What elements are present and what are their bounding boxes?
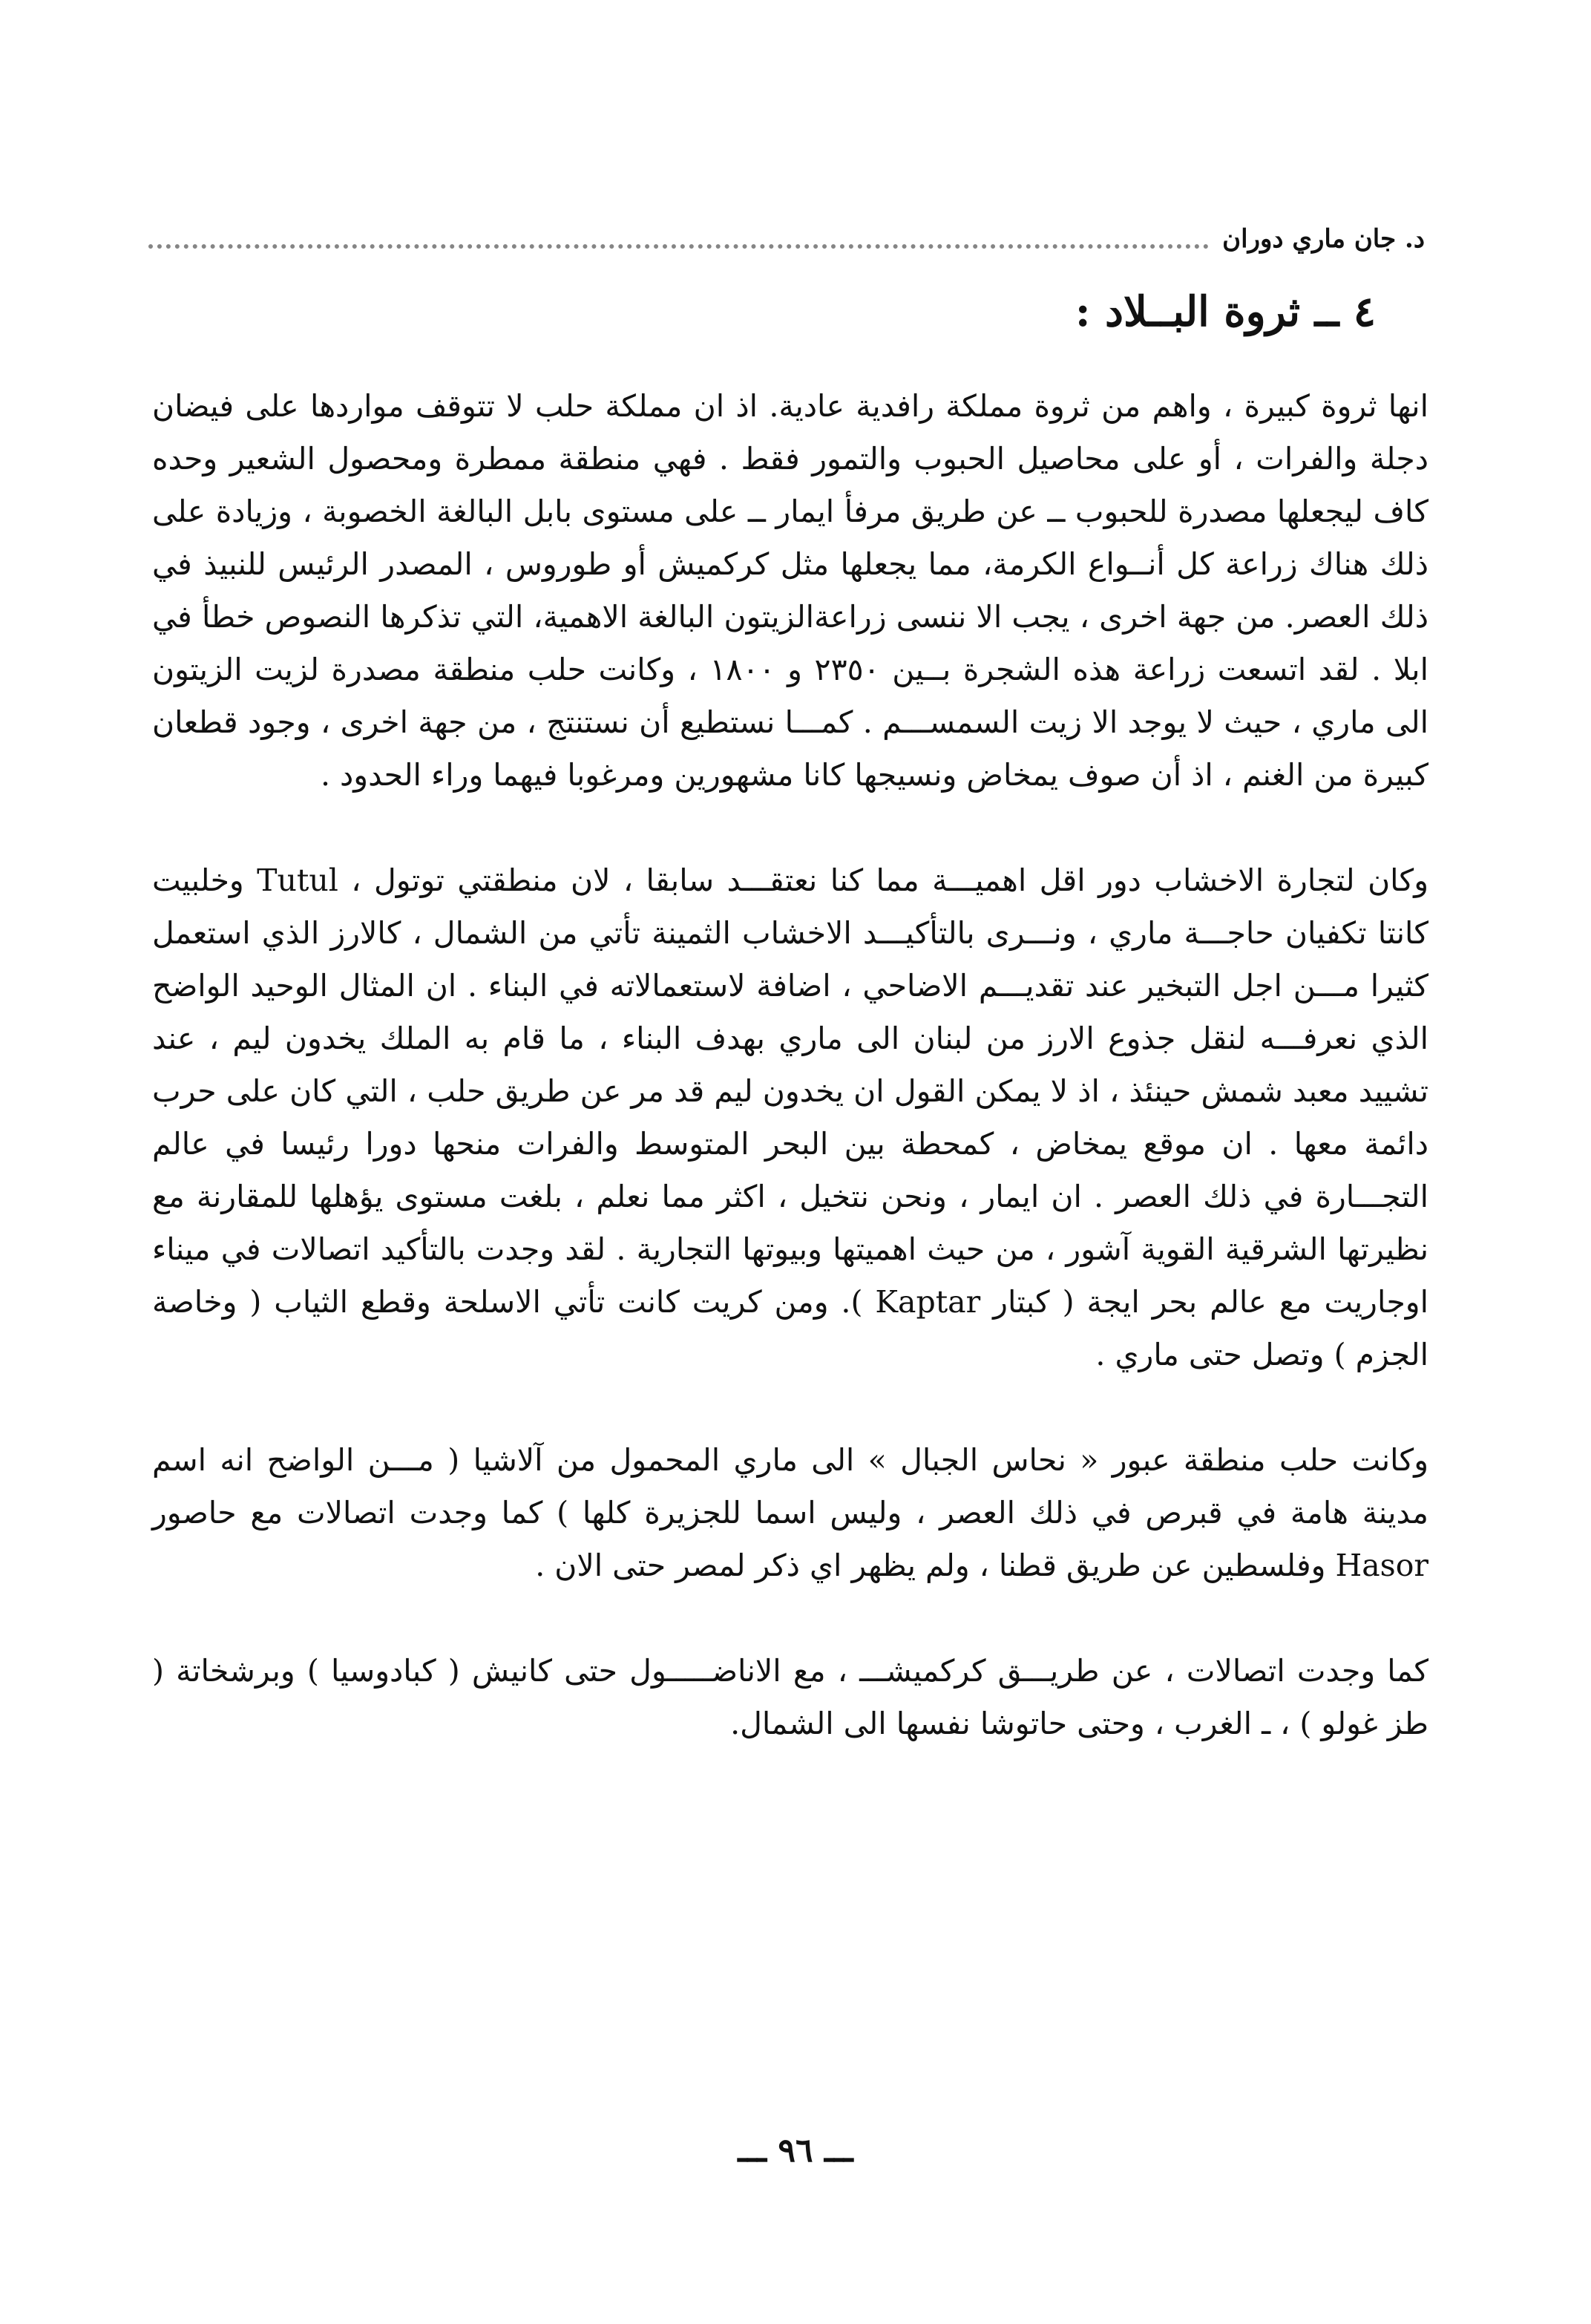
paragraph-wealth: انها ثروة كبيرة ، واهم من ثروة مملكة رافدية عادية. اذ ان مملكة حلب لا تتوقف مواردها على فيضان دجلة والفرات ، أو على محاصيل الحبوب والتمور فقط . فهي منطقة ممطرة ومحصول الشعير وحده كاف ليجعلها مصدرة للحبوب ــ عن طريق مرفأ ايمار ــ على مستوى بابل البالغة الخصوبة ، وزيادة على ذلك هناك زراعة كل أنــواع الكرمة، مما يجعلها مثل كركميش أو طوروس ، المصدر الرئيس للنبيذ في ذلك العصر. من جهة اخرى ، يجب الا ننسى زراعةالزيتون البالغة الاهمية، التي تذكرها النصوص خطأ في ابلا . لقد اتسعت زراعة هذه الشجرة بــين ٢٣٥٠ و ١٨٠٠ ، وكانت حلب منطقة مصدرة لزيت الزيتون الى ماري ، حيث لا يوجد الا زيت السمســـم . كمـــا نستطيع أن نستنتج ، من جهة اخرى ، وجود قطعان كبيرة من الغنم ، اذ أن صوف يمخاض ونسيجها كانا مشهورين ومرغوبا فيهما وراء الحدود .	[152, 388, 1428, 793]
header-dotted-leader	[148, 244, 1209, 249]
section-heading: ٤ ــ ثروة البــلاد :	[1075, 287, 1376, 336]
paragraph-copper-route: وكانت حلب منطقة عبور « نحاس الجبال » الى ماري المحمول من آلاشيا ( مـــن الواضح انه اسم مدينة هامة في قبرص في ذلك العصر ، وليس اسما للجزيرة كلها ) كما وجدت اتصالات مع حاصور Hasor وفلسطين عن طريق قطنا ، ولم يظهر اي ذكر لمصر حتى الان .	[152, 1442, 1428, 1583]
paragraph-anatolia-contacts: كما وجدت اتصالات ، عن طريـــق كركميشـــ ، مع الاناضـــــول حتى كانيش ( كبادوسيا ) وبرشخاتة ( طز غولو ) ، ـ الغرب ، وحتى حاتوشا نفسها الى الشمال.	[152, 1653, 1428, 1741]
paragraph-timber-trade: وكان لتجارة الاخشاب دور اقل اهميـــة مما كنا نعتقـــد سابقا ، لان منطقتي توتول ، Tutul وخلبيت كانتا تكفيان حاجـــة ماري ، ونـــرى بالتأكيـــد الاخشاب الثمينة تأتي من الشمال ، كالارز الذي استعمل كثيرا مـــن اجل التبخير عند تقديـــم الاضاحي ، اضافة لاستعمالاته في البناء . ان المثال الوحيد الواضح الذي نعرفـــه لنقل جذوع الارز من لبنان الى ماري بهدف البناء ، ما قام به الملك يخدون ليم ، عند تشييد معبد شمش حينئذ ، اذ لا يمكن القول ان يخدون ليم قد مر عن طريق حلب ، التي كان على حرب دائمة معها . ان موقع يمخاض ، كمحطة بين البحر المتوسط والفرات منحها دورا رئيسا في عالم التجـــارة في ذلك العصر . ان ايمار ، ونحن نتخيل ، اكثر مما نعلم ، بلغت مستوى يؤهلها للمقارنة مع نظيرتها الشرقية القوية آشور ، من حيث اهميتها وبيوتها التجارية . لقد وجدت بالتأكيد اتصالات في ميناء اوجاريت مع عالم بحر ايجة ( كبتار Kaptar ). ومن كريت كانت تأتي الاسلحة وقطع الثياب ( وخاصة الجزم ) وتصل حتى ماري .	[152, 863, 1429, 1372]
page-number: ـــ ٩٦ ـــ	[738, 2132, 853, 2170]
body-text	[152, 380, 1428, 1750]
author-name: د. جان ماري دوران	[1222, 224, 1425, 254]
running-header	[148, 217, 1425, 261]
